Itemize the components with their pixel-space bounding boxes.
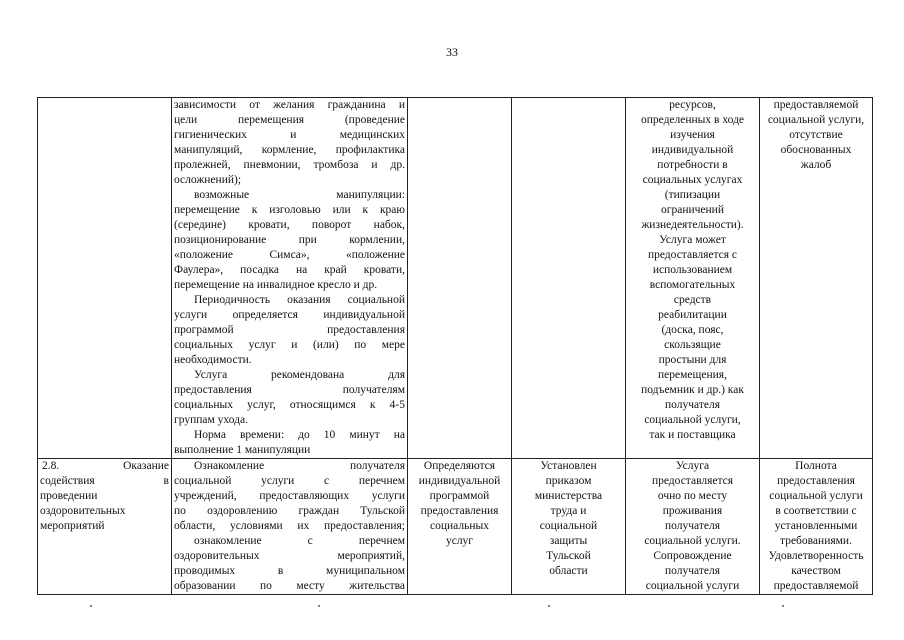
cell-line: социальных услуг, относящимся к 4-5	[174, 399, 405, 411]
cell-line: Полнота	[795, 460, 837, 472]
cell-line: оздоровительных мероприятий,	[174, 550, 405, 562]
page-number: 33	[446, 45, 458, 59]
cell-line: приказом	[545, 475, 592, 487]
cell-line: гигиенических и медицинских	[174, 129, 405, 141]
cell-line: содействия в	[40, 475, 169, 487]
cell-line: Периодичность оказания социальной	[194, 294, 405, 306]
cell-line: Ознакомление получателя	[194, 460, 405, 472]
cell-line: 2.8. Оказание	[42, 460, 169, 472]
cell-line: манипуляций, кормление, профилактика	[174, 144, 405, 156]
cell-line: перемещение к изголовью или к краю	[174, 204, 405, 216]
cell-line: очно по месту	[657, 490, 728, 502]
cell-line: предоставляется	[651, 475, 734, 487]
cell-line: использованием	[652, 264, 733, 276]
cell-line: социальной услуги	[645, 580, 740, 592]
cell-line: области, условиями их предоставления;	[174, 520, 405, 532]
cell-line: «положение Симса», «положение	[174, 249, 405, 261]
table-row	[38, 459, 873, 595]
cell-line: предоставления получателям	[174, 384, 405, 396]
service-name-cell	[38, 98, 172, 459]
cell-line: предоставления	[777, 475, 855, 487]
cell-line: выполнение 1 манипуляции	[174, 444, 311, 456]
cell-line: средств	[673, 294, 712, 306]
cell-line: перемещение на инвалидное кресло и др.	[174, 279, 378, 291]
cell-line: предоставляется с	[647, 249, 738, 261]
cell-line: реабилитации	[658, 309, 727, 321]
cell-line: защиты	[549, 535, 588, 547]
cell-line: установленными	[774, 520, 858, 532]
cell-line: предоставляемой	[773, 99, 859, 111]
cell-line: перемещения,	[658, 369, 727, 381]
cell-line: позиционирование при кормлении,	[174, 234, 405, 246]
cell-line: по оздоровлению граждан Тульской	[174, 505, 405, 517]
cell-line: социальной услуги,	[767, 114, 865, 126]
cell-line: услуги определяется индивидуальной	[174, 309, 405, 321]
cell-line: получателя	[665, 565, 720, 577]
cell-line: ознакомление с перечнем	[194, 535, 405, 547]
cell-line: (доска, пояс,	[661, 324, 724, 336]
cell-line: получателя	[665, 399, 720, 411]
cell-line: социальной услуги.	[644, 535, 741, 547]
cell-line: обоснованных	[780, 144, 852, 156]
service-quality-cell	[760, 459, 873, 595]
cell-line: услуг	[445, 535, 474, 547]
cell-line: ресурсов,	[669, 99, 716, 111]
cell-line: труда и	[550, 505, 587, 517]
service-volume-cell	[408, 98, 512, 459]
cell-line: качеством	[791, 565, 841, 577]
cell-line: скользящие	[664, 339, 721, 351]
cell-line: получателя	[665, 520, 720, 532]
cell-line: жалоб	[800, 159, 832, 171]
cell-line: оздоровительных	[40, 505, 126, 517]
cell-line: ограничений	[661, 204, 724, 216]
service-quality-cell	[760, 98, 873, 459]
cell-line: (типизации	[664, 189, 721, 201]
cell-line: проведении	[40, 490, 98, 502]
service-term-cell	[512, 459, 626, 595]
cell-line: Установлен	[540, 460, 597, 472]
cell-line: (середине) кровати, поворот набок,	[174, 219, 405, 231]
cell-line: цели перемещения (проведение	[174, 114, 405, 126]
services-table	[37, 97, 873, 595]
cell-line: группам ухода.	[174, 414, 248, 426]
cell-line: зависимости от желания гражданина и	[174, 99, 405, 111]
cell-line: социальной	[539, 520, 598, 532]
cell-line: вспомогательных	[649, 279, 736, 291]
cell-line: проживания	[662, 505, 723, 517]
cell-line: Норма времени: до 10 минут на	[194, 429, 405, 441]
cell-line: министерства	[534, 490, 603, 502]
cell-line: возможные манипуляции:	[194, 189, 405, 201]
cell-line: так и поставщика	[649, 429, 736, 441]
cell-line: подъемник и др.) как	[641, 384, 744, 396]
cell-line: социальных услугах	[642, 174, 743, 186]
cell-line: социальной услуги,	[644, 414, 741, 426]
cell-line: отсутствие	[789, 129, 843, 141]
cell-line: Услуга рекомендована для	[194, 369, 405, 381]
cell-line: жизнедеятельности).	[641, 219, 744, 231]
cell-line: предоставляемой	[773, 580, 859, 592]
cell-line: в соответствии с	[775, 505, 857, 517]
cell-line: простыни для	[658, 354, 727, 366]
cell-line: Услуга может	[659, 234, 726, 246]
cell-line: осложнений);	[174, 174, 242, 186]
cell-line: проводимых в муниципальном	[174, 565, 405, 577]
cell-line: учреждений, предоставляющих услуги	[174, 490, 405, 502]
cell-line: мероприятий	[40, 520, 105, 532]
cell-line: необходимости.	[174, 354, 252, 366]
cell-line: индивидуальной	[651, 144, 734, 156]
cell-line: индивидуальной	[418, 475, 501, 487]
cell-line: социальных услуг и (или) по мере	[174, 339, 405, 351]
service-description-cell	[172, 98, 408, 459]
cell-line: предоставления	[420, 505, 499, 517]
cell-line: изучения	[670, 129, 715, 141]
service-conditions-cell	[626, 98, 760, 459]
cell-line: программой предоставления	[174, 324, 405, 336]
cell-line: области	[549, 565, 588, 577]
service-volume-cell	[408, 459, 512, 595]
cell-line: Тульской	[546, 550, 591, 562]
cell-line: образовании по месту жительства	[174, 580, 405, 592]
cell-line: пролежней, пневмонии, тромбоза и др.	[174, 159, 405, 171]
service-name-cell	[38, 459, 172, 595]
table-row	[38, 98, 873, 459]
cell-line: программой	[429, 490, 490, 502]
scan-marks	[0, 605, 904, 615]
cell-line: Удовлетворенность	[768, 550, 864, 562]
cell-line: определенных в ходе	[640, 114, 745, 126]
cell-line: потребности в	[657, 159, 728, 171]
cell-line: Определяются	[423, 460, 496, 472]
service-conditions-cell	[626, 459, 760, 595]
cell-line: социальной услуги	[769, 490, 863, 502]
cell-line: Фаулера», посадка на край кровати,	[174, 264, 405, 276]
service-description-cell	[172, 459, 408, 595]
cell-line: социальной услуги с перечнем	[174, 475, 405, 487]
cell-line: требованиями.	[780, 535, 852, 547]
cell-line: Сопровождение	[653, 550, 732, 562]
cell-line: социальных	[430, 520, 489, 532]
service-term-cell	[512, 98, 626, 459]
cell-line: Услуга	[675, 460, 710, 472]
